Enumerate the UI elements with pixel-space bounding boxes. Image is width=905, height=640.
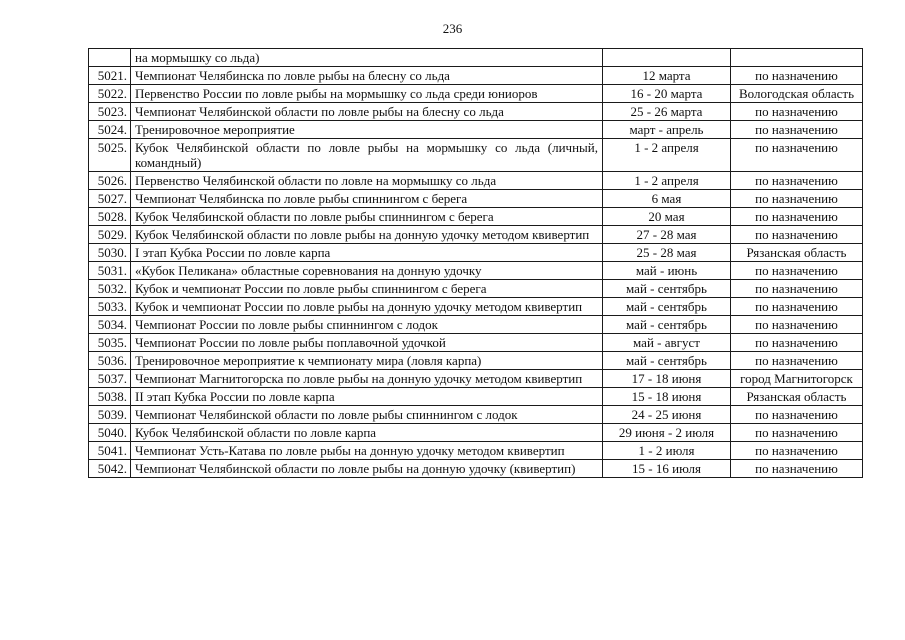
table-row xyxy=(89,67,863,85)
event-date: 1 - 2 июля xyxy=(603,442,731,460)
row-number: 5029. xyxy=(89,226,131,244)
event-place: по назначению xyxy=(731,442,863,460)
event-place: Рязанская область xyxy=(731,244,863,262)
page-number: 236 xyxy=(442,21,463,36)
event-place xyxy=(731,49,863,67)
event-date: 29 июня - 2 июля xyxy=(603,424,731,442)
event-place: по назначению xyxy=(731,262,863,280)
row-number: 5026. xyxy=(89,172,131,190)
table-row xyxy=(89,442,863,460)
event-name: Кубок и чемпионат России по ловле рыбы на донную удочку методом квивертип xyxy=(131,298,603,316)
row-number: 5031. xyxy=(89,262,131,280)
event-date: 25 - 28 мая xyxy=(603,244,731,262)
table-row xyxy=(89,406,863,424)
event-date: май - август xyxy=(603,334,731,352)
table-row xyxy=(89,298,863,316)
table-row xyxy=(89,121,863,139)
event-place: по назначению xyxy=(731,139,863,172)
event-date: май - сентябрь xyxy=(603,316,731,334)
event-place: по назначению xyxy=(731,208,863,226)
event-name: Чемпионат Челябинской области по ловле рыбы спиннингом с лодок xyxy=(131,406,603,424)
event-place: по назначению xyxy=(731,103,863,121)
event-name: Кубок Челябинской области по ловле рыбы на донную удочку методом квивертип xyxy=(131,226,603,244)
events-table xyxy=(88,48,863,478)
row-number: 5023. xyxy=(89,103,131,121)
table-row xyxy=(89,244,863,262)
event-place: по назначению xyxy=(731,460,863,478)
event-name: Чемпионат России по ловле рыбы спиннингом с лодок xyxy=(131,316,603,334)
table-row xyxy=(89,49,863,67)
event-name: Чемпионат России по ловле рыбы поплавочной удочкой xyxy=(131,334,603,352)
event-date: 1 - 2 апреля xyxy=(603,139,731,172)
table-row xyxy=(89,460,863,478)
row-number: 5033. xyxy=(89,298,131,316)
event-date: май - сентябрь xyxy=(603,280,731,298)
event-name: Кубок Челябинской области по ловле рыбы на мормышку со льда (личный, командный) xyxy=(131,139,603,172)
event-place: по назначению xyxy=(731,67,863,85)
event-name: Тренировочное мероприятие xyxy=(131,121,603,139)
row-number: 5022. xyxy=(89,85,131,103)
table-row xyxy=(89,388,863,406)
event-date: 6 мая xyxy=(603,190,731,208)
event-date: 15 - 16 июля xyxy=(603,460,731,478)
event-name: Кубок и чемпионат России по ловле рыбы спиннингом с берега xyxy=(131,280,603,298)
event-place: город Магнитогорск xyxy=(731,370,863,388)
event-name: Чемпионат Челябинской области по ловле рыбы на донную удочку (квивертип) xyxy=(131,460,603,478)
table-row xyxy=(89,226,863,244)
event-date: 1 - 2 апреля xyxy=(603,172,731,190)
row-number: 5041. xyxy=(89,442,131,460)
event-date: май - июнь xyxy=(603,262,731,280)
table-row xyxy=(89,85,863,103)
event-name: «Кубок Пеликана» областные соревнования на донную удочку xyxy=(131,262,603,280)
row-number: 5032. xyxy=(89,280,131,298)
event-date: 27 - 28 мая xyxy=(603,226,731,244)
table-row xyxy=(89,424,863,442)
table-row xyxy=(89,262,863,280)
table-row xyxy=(89,370,863,388)
event-date: 15 - 18 июня xyxy=(603,388,731,406)
event-date: май - сентябрь xyxy=(603,352,731,370)
row-number: 5042. xyxy=(89,460,131,478)
event-name: на мормышку со льда) xyxy=(131,49,603,67)
row-number: 5025. xyxy=(89,139,131,172)
table-row xyxy=(89,352,863,370)
event-name: Чемпионат Челябинской области по ловле рыбы на блесну со льда xyxy=(131,103,603,121)
event-name: Первенство России по ловле рыбы на мормышку со льда среди юниоров xyxy=(131,85,603,103)
event-name: Чемпионат Усть-Катава по ловле рыбы на донную удочку методом квивертип xyxy=(131,442,603,460)
event-place: по назначению xyxy=(731,424,863,442)
table-row xyxy=(89,172,863,190)
event-name: Кубок Челябинской области по ловле рыбы спиннингом с берега xyxy=(131,208,603,226)
row-number: 5021. xyxy=(89,67,131,85)
event-name: Кубок Челябинской области по ловле карпа xyxy=(131,424,603,442)
table-row xyxy=(89,139,863,172)
event-name: I этап Кубка России по ловле карпа xyxy=(131,244,603,262)
table-row xyxy=(89,103,863,121)
event-place: Вологодская область xyxy=(731,85,863,103)
event-date: май - сентябрь xyxy=(603,298,731,316)
table-row xyxy=(89,190,863,208)
event-place: по назначению xyxy=(731,172,863,190)
event-date: 20 мая xyxy=(603,208,731,226)
event-place: по назначению xyxy=(731,316,863,334)
row-number xyxy=(89,49,131,67)
event-date: 16 - 20 марта xyxy=(603,85,731,103)
event-place: Рязанская область xyxy=(731,388,863,406)
row-number: 5035. xyxy=(89,334,131,352)
event-name: II этап Кубка России по ловле карпа xyxy=(131,388,603,406)
event-place: по назначению xyxy=(731,280,863,298)
event-place: по назначению xyxy=(731,406,863,424)
row-number: 5024. xyxy=(89,121,131,139)
event-name: Тренировочное мероприятие к чемпионату мира (ловля карпа) xyxy=(131,352,603,370)
event-name: Чемпионат Челябинска по ловле рыбы на блесну со льда xyxy=(131,67,603,85)
row-number: 5040. xyxy=(89,424,131,442)
table-row xyxy=(89,280,863,298)
event-name: Чемпионат Челябинска по ловле рыбы спиннингом с берега xyxy=(131,190,603,208)
row-number: 5028. xyxy=(89,208,131,226)
event-date: 17 - 18 июня xyxy=(603,370,731,388)
table-row xyxy=(89,334,863,352)
event-place: по назначению xyxy=(731,352,863,370)
row-number: 5034. xyxy=(89,316,131,334)
row-number: 5036. xyxy=(89,352,131,370)
event-date: 25 - 26 марта xyxy=(603,103,731,121)
row-number: 5039. xyxy=(89,406,131,424)
table-row xyxy=(89,316,863,334)
events-table-body xyxy=(89,49,863,478)
row-number: 5037. xyxy=(89,370,131,388)
event-date: 12 марта xyxy=(603,67,731,85)
event-place: по назначению xyxy=(731,190,863,208)
event-name: Чемпионат Магнитогорска по ловле рыбы на донную удочку методом квивертип xyxy=(131,370,603,388)
event-date xyxy=(603,49,731,67)
event-name: Первенство Челябинской области по ловле на мормышку со льда xyxy=(131,172,603,190)
row-number: 5038. xyxy=(89,388,131,406)
event-date: 24 - 25 июня xyxy=(603,406,731,424)
row-number: 5030. xyxy=(89,244,131,262)
table-row xyxy=(89,208,863,226)
event-place: по назначению xyxy=(731,298,863,316)
row-number: 5027. xyxy=(89,190,131,208)
event-date: март - апрель xyxy=(603,121,731,139)
event-place: по назначению xyxy=(731,226,863,244)
event-place: по назначению xyxy=(731,334,863,352)
event-place: по назначению xyxy=(731,121,863,139)
